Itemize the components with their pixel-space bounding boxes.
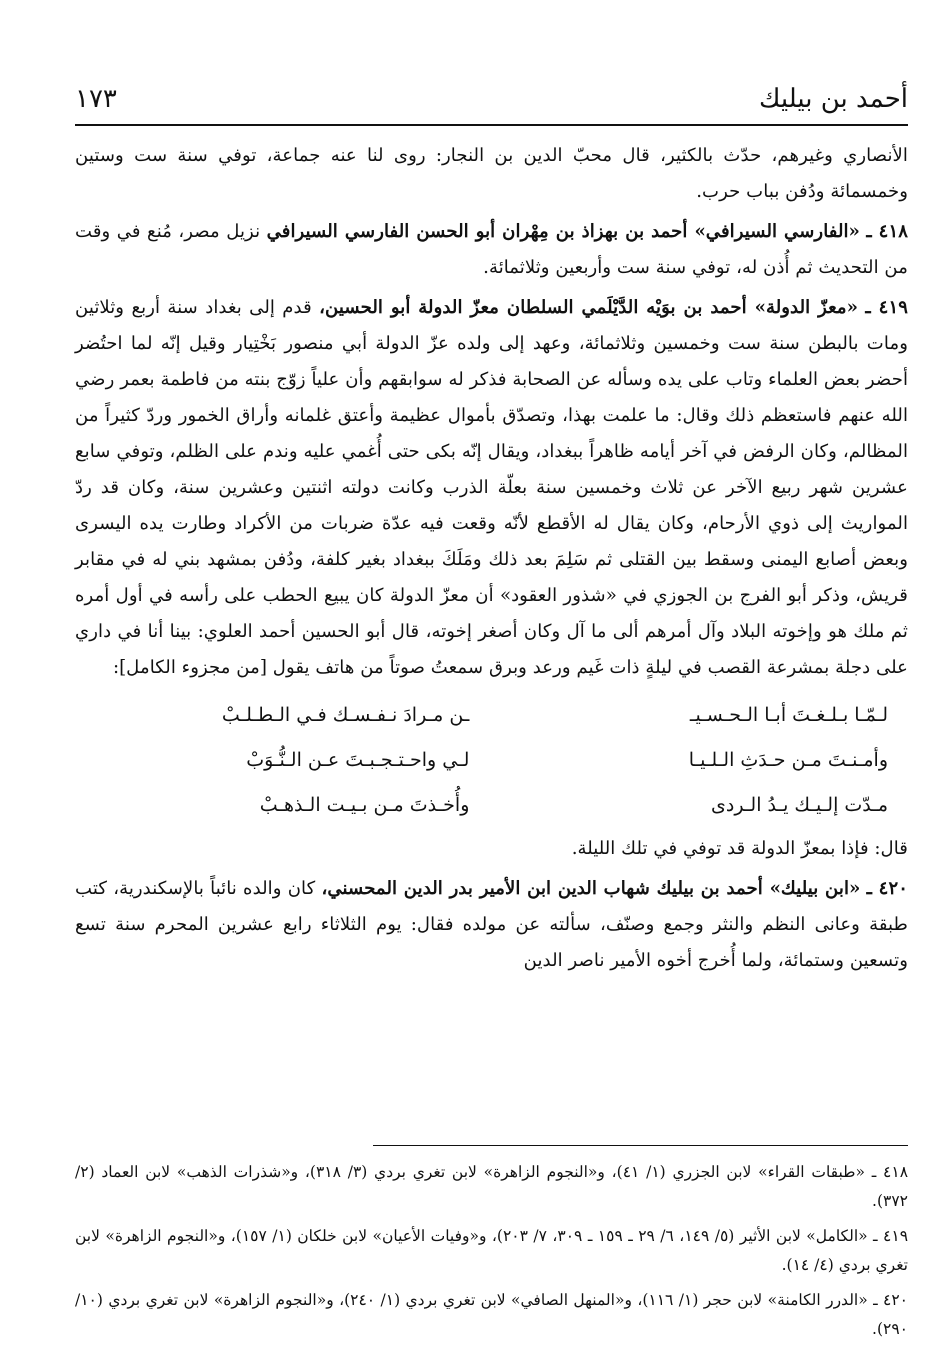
entry-420-text: كان والده نائباً بالإسكندرية، كتب طبقة وعانى النظم والنثر وجمع وصنّف، سألته عن مولده فقال: يوم الثلاثاء رابع عشرين المحرم سنة تسع وتسعين وستمائة، ولما أُخرج أخوه الأمير ناصر الدين <box>75 878 908 971</box>
paragraph-continuation: الأنصاري وغيرهم، حدّث بالكثير، قال محبّ الدين بن النجار: روى لنا عنه جماعة، توفي سنة ست وستين وخمسمائة ودُفن بباب حرب. <box>75 145 908 202</box>
running-header <box>75 72 908 112</box>
after-poem-text: قال: فإذا بمعزّ الدولة قد توفي في تلك الليلة. <box>571 838 908 859</box>
entry-419-text: قدم إلى بغداد سنة أربع وثلاثين ومات بالبطن سنة ست وخمسين وثلاثمائة، وعهد إلى ولده عزّ الدولة أبي منصور بَخْتِيار وقيل إنّه لما احتُضر أحضر بعض العلماء وتاب على يده وسأله عن الصحابة فذكر له سوابقهم وأن علياً زوّج بنته من فاطمة بعمر رضي الله عنهم فاستعظم ذلك وقال: ما علمت بهذا، وتصدّق بأموال عظيمة وأعتق غلمانه وأراق الخمور وردّ كثيراً من المظالم، وكان الرفض في آخر أيامه ظاهراً ببغداد، ويقال إنّه بكى حتى أُغمي عليه وندم على الظلم، وتوفي سابع عشرين شهر ربيع الآخر عن ثلاث وخمسين سنة بعلّة الذرب وكانت دولته اثنتين وعشرين سنة، وكان قد ردّ المواريث إلى ذوي الأرحام، وكان يقال له الأقطع لأنّه وقعت فيه عدّة ضربات من الأكراد وطارت يده اليسرى وبعض أصابع اليمنى وسقط بين القتلى ثم سَلِمَ بعد ذلك ومَلَكَ ببغداد بغير كلفة، ودُفن بمشهد بني له في مقابر قريش، وذكر أبو الفرج بن الجوزي في «شذور العقود» أن معزّ الدولة كان يبيع الحطب على رأسه في أول أمره ثم ملك هو وإخوته البلاد وآل أمرهم ألى ما آل وكان أصغر إخوته، قال أبو الحسين أحمد العلوي: بينا أنا في داري على دجلة بمشرعة القصب في ليلةٍ ذات غَيم ورعد وبرق سمعتُ صوتاً من هاتف يقول [من مجزوء الكامل]: <box>75 297 908 678</box>
entry-419-heading: «معزّ الدولة» أحمد بن بوَيْه الدَّيْلَمي السلطان معزّ الدولة أبو الحسين، <box>319 297 859 318</box>
footnotes <box>75 1158 908 1350</box>
page-number: ١٧٣ <box>75 84 117 114</box>
footnote: ٤١٨ ـ «طبقات القراء» لابن الجزري (١/ ٤١)، و«النجوم الزاهرة» لابن تغري بردي (٣/ ٣١٨)، و«شذرات الذهب» لابن العماد (٢/ ٣٧٢). <box>75 1163 909 1210</box>
header-rule <box>75 124 908 126</box>
footnote: ٤٢٠ ـ «الدرر الكامنة» لابن حجر (١/ ١١٦)، و«المنهل الصافي» لابن تغري بردي (١/ ٢٤٠)، و«النجوم الزاهرة» لابن تغري بردي (١٠/ ٢٩٠). <box>75 1291 909 1338</box>
poem-verse <box>83 692 888 737</box>
poem-hemistich: لـي واحـتـجـبـتَ عـن الـنُّـوَبْ <box>246 748 470 771</box>
entry-419-number: ٤١٩ ـ <box>865 297 908 318</box>
poem <box>75 692 908 827</box>
poem-hemistich: وأمـنـتَ مـن حـدَثِ الـلـيـا <box>688 748 888 771</box>
entry-420-number: ٤٢٠ ـ <box>866 878 908 899</box>
footnote-rule <box>373 1145 908 1146</box>
entry-420-heading: «ابن بيليك» أحمد بن بيليك شهاب الدين ابن الأمير بدر الدين المحسني، <box>321 878 861 899</box>
poem-hemistich: مـدّت إلـيـك يـدُ الـردى <box>711 793 888 816</box>
entry-418-number: ٤١٨ ـ <box>866 221 908 242</box>
entry-418-heading: «الفارسي السيرافي» أحمد بن بهزاذ بن مِهْران أبو الحسن الفارسي السيرافي <box>266 221 860 242</box>
entry-419 <box>75 290 908 686</box>
poem-verse <box>83 782 888 827</box>
entry-418 <box>75 214 908 286</box>
poem-hemistich: لـمّـا بـلـغـتَ أبـا الـحـسـيـ <box>689 703 888 726</box>
poem-hemistich: وأُخـذتَ مـن بـيـت الـذهـبْ <box>259 793 470 816</box>
entry-418-text: نزيل مصر، مُنع في وقت من التحديث ثم أُذن له، توفي سنة ست وأربعين وثلاثمائة. <box>75 221 908 278</box>
poem-hemistich: ـن مـرادَ نـفـسـك فـي الـطـلـبْ <box>221 703 470 726</box>
poem-verse <box>83 737 888 782</box>
entry-420 <box>75 871 908 979</box>
running-title: أحمد بن بيليك <box>759 84 908 114</box>
main-text <box>75 138 908 983</box>
footnote: ٤١٩ ـ «الكامل» لابن الأثير (٥/ ١٤٩، ٦/ ٢٩ ـ ١٥٩ ـ ٣٠٩، ٧/ ٢٠٣)، و«وفيات الأعيان» لابن خلكان (١/ ١٥٧)، و«النجوم الزاهرة» لابن تغري بردي (٤/ ١٤). <box>75 1227 909 1274</box>
